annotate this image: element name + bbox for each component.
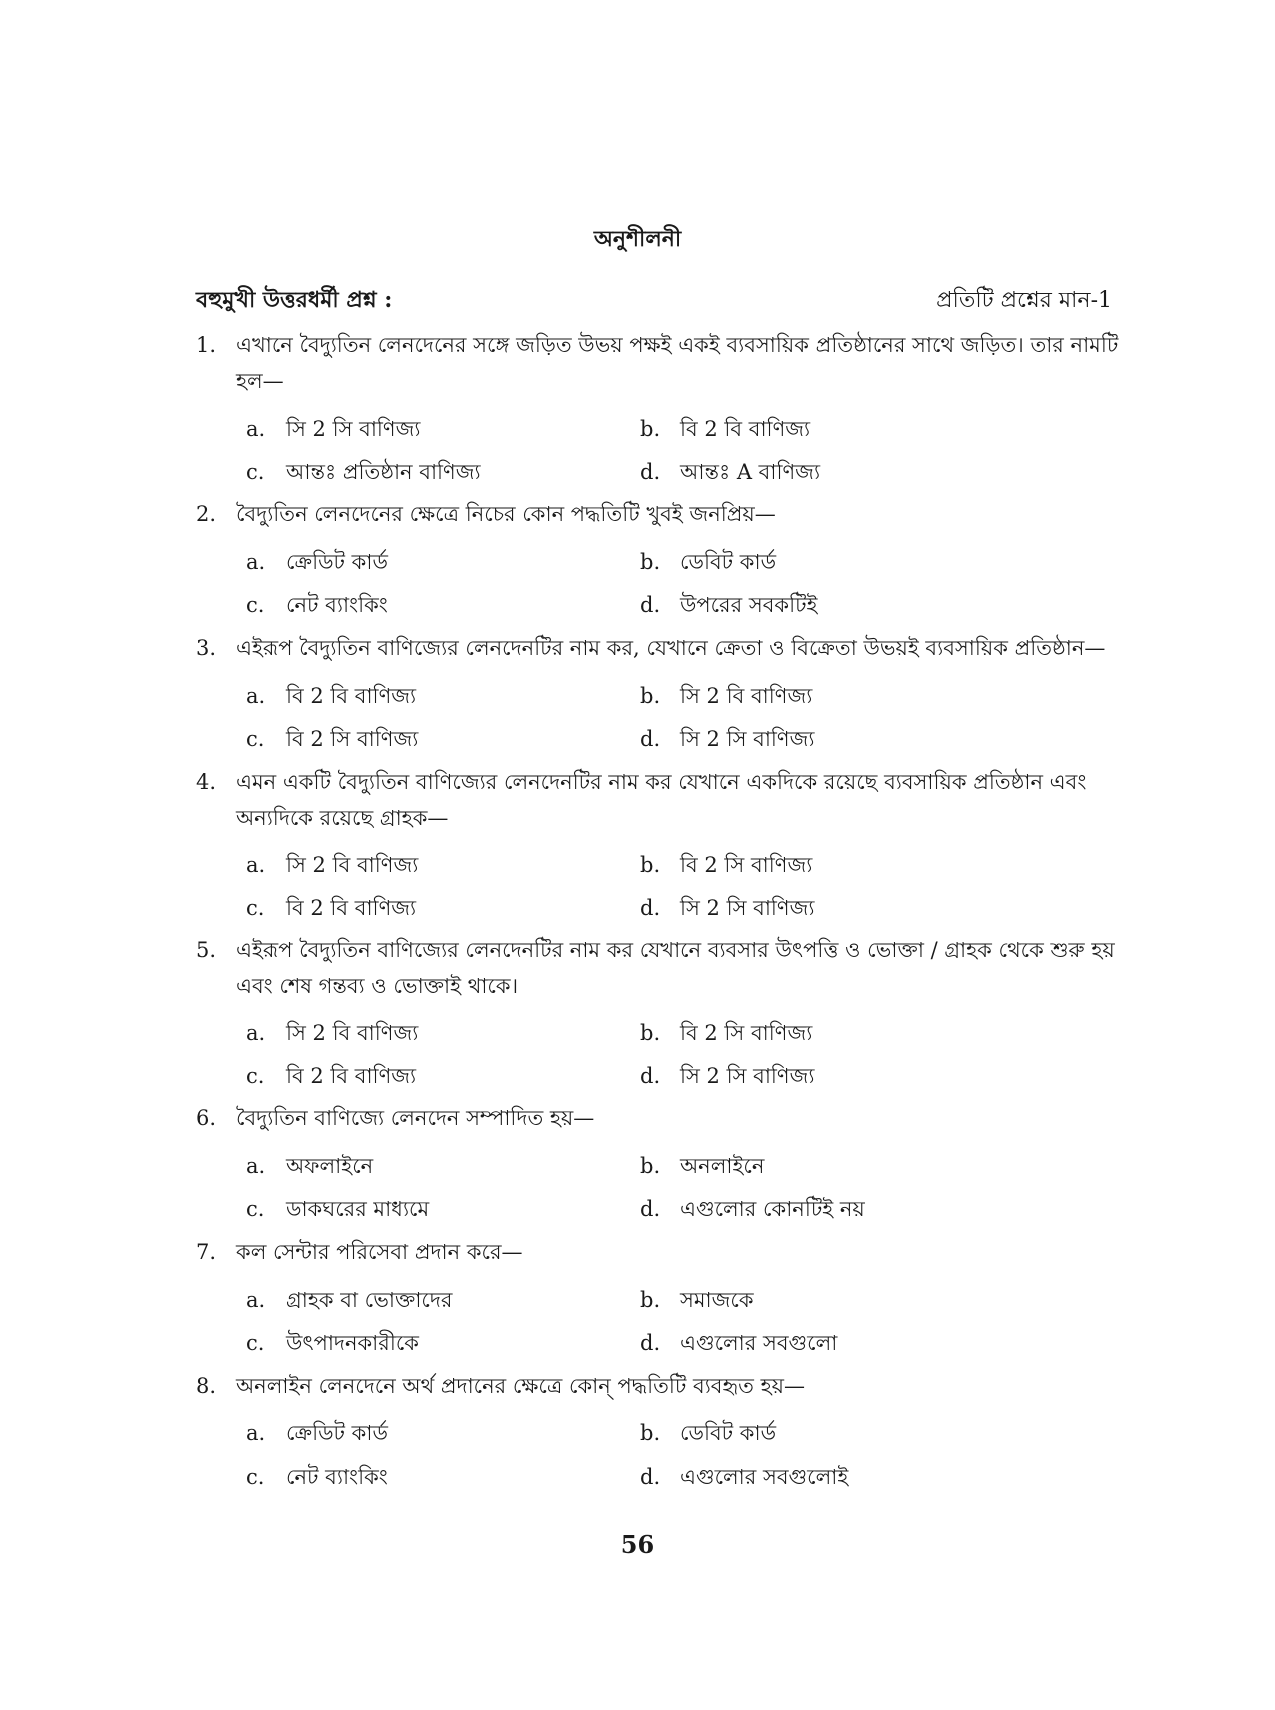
option-text: নেট ব্যাংকিং — [286, 1465, 388, 1489]
option-letter: a. — [246, 1021, 266, 1045]
question-text: বৈদ্যুতিন লেনদেনের ক্ষেত্রে নিচের কোন পদ্ধতিটি খুবই জনপ্রিয়— — [236, 502, 776, 526]
option-letter: c. — [246, 896, 265, 920]
page-title: অনুশীলনী — [593, 226, 682, 252]
option-5c — [246, 1061, 416, 1091]
option-letter: d. — [640, 1064, 661, 1088]
page-number: 56 — [620, 1530, 655, 1559]
option-text: সি 2 সি বাণিজ্য — [680, 1064, 815, 1088]
option-text: বি 2 বি বাণিজ্য — [680, 417, 811, 441]
option-2a — [246, 547, 388, 577]
option-text: বি 2 সি বাণিজ্য — [286, 727, 419, 751]
option-1a — [246, 414, 421, 444]
question-8 — [196, 1368, 1120, 1404]
option-text: আন্তঃ প্রতিষ্ঠান বাণিজ্য — [286, 460, 481, 484]
option-text: আন্তঃ A বাণিজ্য — [680, 460, 821, 484]
question-text: এইরূপ বৈদ্যুতিন বাণিজ্যের লেনদেনটির নাম কর যেখানে ব্যবসার উৎপত্তি ও ভোক্তা / গ্রাহক থেকে শুরু হয় এবং শেষ গন্তব্য ও ভোক্তাই থাকে। — [236, 938, 1115, 998]
option-4c — [246, 893, 416, 923]
question-1 — [196, 327, 1120, 399]
option-8b — [640, 1418, 776, 1448]
option-letter: c. — [246, 593, 265, 617]
option-letter: a. — [246, 417, 266, 441]
option-7d — [640, 1328, 837, 1358]
option-letter: b. — [640, 1288, 661, 1312]
option-6a — [246, 1151, 373, 1181]
option-4d — [640, 893, 815, 923]
option-text: সি 2 বি বাণিজ্য — [286, 853, 419, 877]
question-number: 7. — [196, 1240, 217, 1264]
option-text: ডাকঘরের মাধ্যমে — [286, 1197, 430, 1221]
option-text: অফলাইনে — [286, 1154, 374, 1178]
option-letter: c. — [246, 460, 265, 484]
question-number: 3. — [196, 636, 217, 660]
option-letter: a. — [246, 1288, 266, 1312]
option-letter: b. — [640, 1421, 661, 1445]
option-4b — [640, 850, 812, 880]
marks-note: প্রতিটি প্রশ্নের মান-1 — [936, 288, 1112, 313]
option-1d — [640, 457, 820, 487]
option-letter: d. — [640, 896, 661, 920]
option-letter: c. — [246, 1197, 265, 1221]
option-letter: d. — [640, 1465, 661, 1489]
option-6d — [640, 1194, 865, 1224]
option-7b — [640, 1285, 754, 1315]
option-text: নেট ব্যাংকিং — [286, 593, 388, 617]
option-text: বি 2 বি বাণিজ্য — [286, 684, 417, 708]
question-text: অনলাইন লেনদেনে অর্থ প্রদানের ক্ষেত্রে কোন্ পদ্ধতিটি ব্যবহৃত হয়— — [236, 1374, 806, 1398]
question-text: এইরূপ বৈদ্যুতিন বাণিজ্যের লেনদেনটির নাম কর, যেখানে ক্রেতা ও বিক্রেতা উভয়ই ব্যবসায়িক প্রতিষ্ঠান— — [236, 636, 1106, 660]
option-letter: c. — [246, 727, 265, 751]
question-number: 5. — [196, 938, 217, 962]
option-letter: d. — [640, 1197, 661, 1221]
option-text: সমাজকে — [680, 1288, 754, 1312]
option-3a — [246, 681, 416, 711]
option-letter: a. — [246, 684, 266, 708]
option-letter: d. — [640, 727, 661, 751]
option-8d — [640, 1462, 848, 1492]
option-text: বি 2 সি বাণিজ্য — [680, 853, 813, 877]
question-3 — [196, 630, 1120, 666]
option-3b — [640, 681, 812, 711]
option-2b — [640, 547, 776, 577]
option-5a — [246, 1018, 418, 1048]
question-number: 8. — [196, 1374, 217, 1398]
option-text: সি 2 বি বাণিজ্য — [286, 1021, 419, 1045]
option-text: বি 2 সি বাণিজ্য — [680, 1021, 813, 1045]
option-text: এগুলোর কোনটিই নয় — [680, 1197, 865, 1221]
option-letter: b. — [640, 550, 661, 574]
option-letter: a. — [246, 1421, 266, 1445]
option-letter: b. — [640, 684, 661, 708]
question-number: 1. — [196, 333, 217, 357]
option-text: গ্রাহক বা ভোক্তাদের — [286, 1288, 453, 1312]
option-letter: b. — [640, 417, 661, 441]
question-5 — [196, 932, 1120, 1004]
option-letter: a. — [246, 1154, 266, 1178]
option-letter: b. — [640, 1154, 661, 1178]
option-text: সি 2 সি বাণিজ্য — [286, 417, 421, 441]
option-7c — [246, 1328, 419, 1358]
option-letter: d. — [640, 593, 661, 617]
option-text: সি 2 সি বাণিজ্য — [680, 896, 815, 920]
option-8c — [246, 1462, 388, 1492]
option-text: উৎপাদনকারীকে — [286, 1331, 419, 1355]
option-letter: b. — [640, 853, 661, 877]
option-5d — [640, 1061, 815, 1091]
option-6b — [640, 1151, 764, 1181]
question-4 — [196, 764, 1120, 836]
option-letter: c. — [246, 1064, 265, 1088]
option-2d — [640, 590, 817, 620]
question-text: কল সেন্টার পরিসেবা প্রদান করে— — [236, 1240, 523, 1264]
section-heading: বহুমুখী উত্তরধর্মী প্রশ্ন : — [196, 287, 393, 313]
question-2 — [196, 496, 1120, 532]
option-6c — [246, 1194, 429, 1224]
question-text: এখানে বৈদ্যুতিন লেনদেনের সঙ্গে জড়িত উভয় পক্ষই একই ব্যবসায়িক প্রতিষ্ঠানের সাথে জড়িত। তার নামটি হল— — [236, 333, 1119, 393]
option-text: এগুলোর সবগুলো — [680, 1331, 838, 1355]
question-6 — [196, 1100, 1120, 1136]
question-number: 2. — [196, 502, 217, 526]
section-header — [196, 283, 1112, 320]
question-number: 4. — [196, 770, 217, 794]
option-text: ক্রেডিট কার্ড — [286, 1421, 388, 1445]
option-text: বি 2 বি বাণিজ্য — [286, 1064, 417, 1088]
option-8a — [246, 1418, 388, 1448]
option-3c — [246, 724, 418, 754]
option-letter: c. — [246, 1331, 265, 1355]
option-3d — [640, 724, 815, 754]
option-text: ডেবিট কার্ড — [680, 550, 777, 574]
question-number: 6. — [196, 1106, 217, 1130]
option-letter: d. — [640, 1331, 661, 1355]
option-4a — [246, 850, 418, 880]
question-text: এমন একটি বৈদ্যুতিন বাণিজ্যের লেনদেনটির নাম কর যেখানে একদিকে রয়েছে ব্যবসায়িক প্রতিষ্ঠান এবং অন্যদিকে রয়েছে গ্রাহক— — [236, 770, 1087, 830]
option-letter: a. — [246, 550, 266, 574]
option-letter: a. — [246, 853, 266, 877]
option-text: বি 2 বি বাণিজ্য — [286, 896, 417, 920]
option-letter: c. — [246, 1465, 265, 1489]
option-text: উপরের সবকটিই — [680, 593, 818, 617]
option-text: এগুলোর সবগুলোই — [680, 1465, 849, 1489]
option-text: অনলাইনে — [680, 1154, 765, 1178]
question-7 — [196, 1234, 1120, 1270]
option-5b — [640, 1018, 812, 1048]
option-text: সি 2 বি বাণিজ্য — [680, 684, 813, 708]
question-text: বৈদ্যুতিন বাণিজ্যে লেনদেন সম্পাদিত হয়— — [236, 1106, 595, 1130]
option-7a — [246, 1285, 452, 1315]
option-1c — [246, 457, 481, 487]
option-2c — [246, 590, 388, 620]
option-text: সি 2 সি বাণিজ্য — [680, 727, 815, 751]
option-text: ডেবিট কার্ড — [680, 1421, 777, 1445]
option-1b — [640, 414, 810, 444]
option-letter: b. — [640, 1021, 661, 1045]
option-letter: d. — [640, 460, 661, 484]
option-text: ক্রেডিট কার্ড — [286, 550, 388, 574]
